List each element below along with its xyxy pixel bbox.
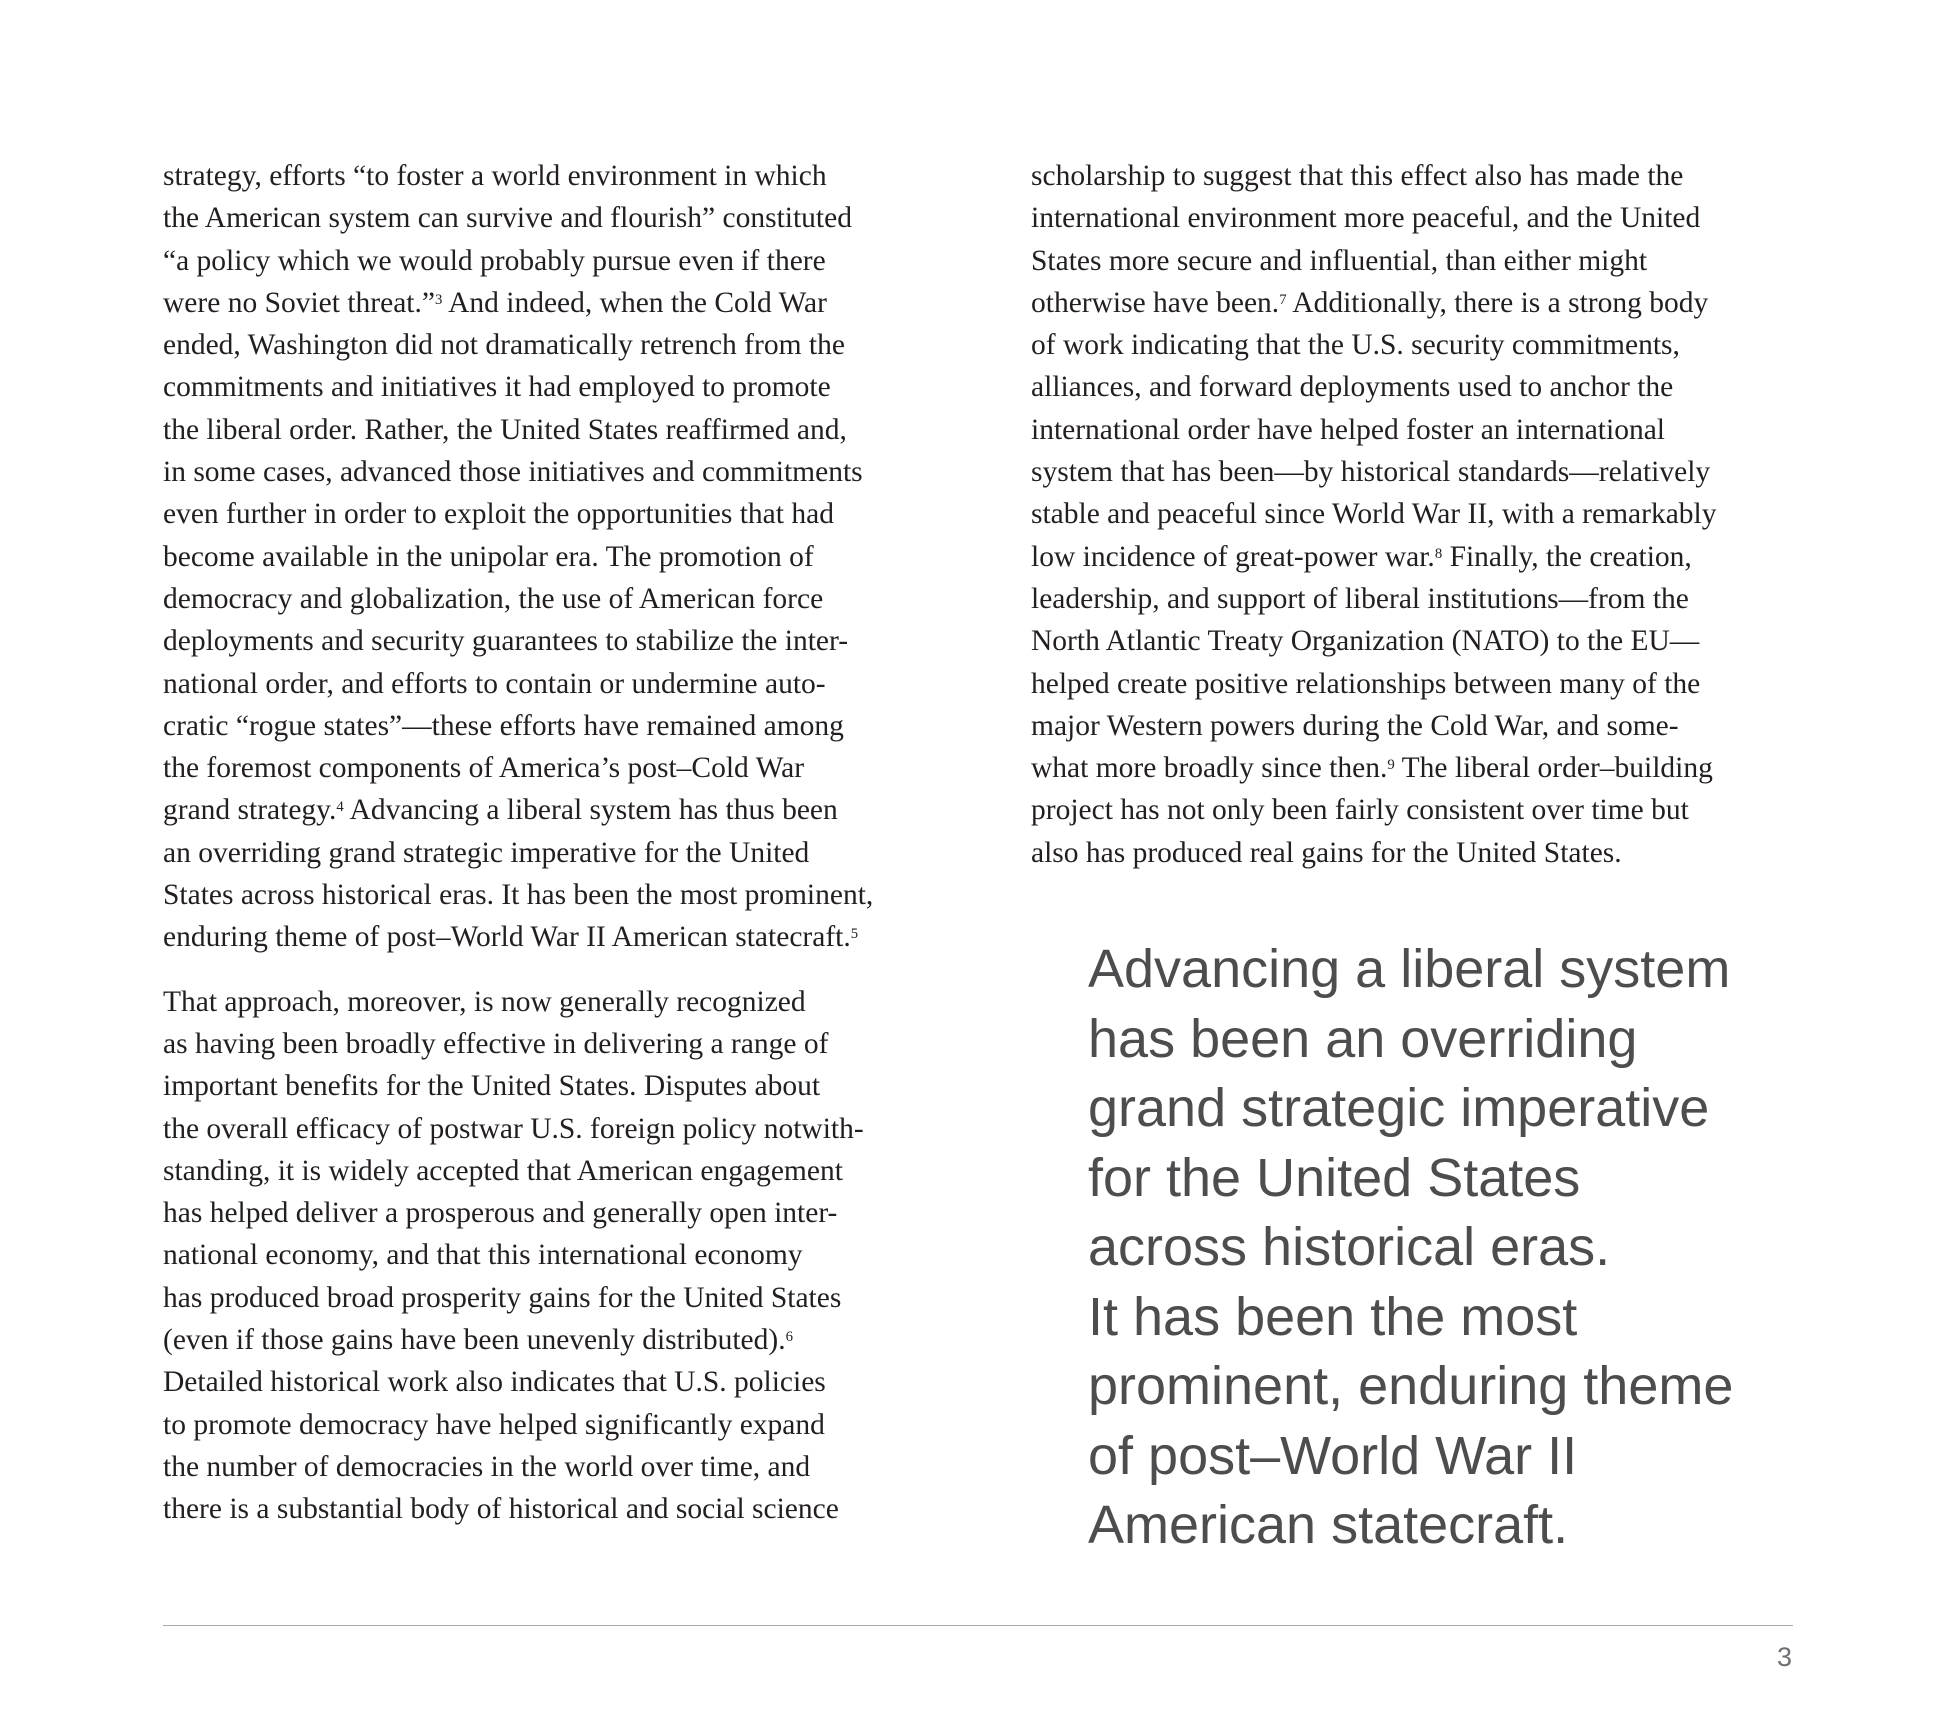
text-line: [1031, 282, 1811, 324]
text-line: Detailed historical work also indicates that U.S. policies: [163, 1366, 826, 1399]
text-run: grand strategy.: [163, 794, 337, 827]
text-line: leadership, and support of liberal institutions—from the: [1031, 582, 1689, 615]
pull-quote-line: It has been the most: [1088, 1286, 1578, 1347]
pull-quote: [1088, 935, 1788, 1561]
text-run: Advancing a liberal system has thus been: [343, 794, 838, 827]
text-line: international environment more peaceful, and the United: [1031, 202, 1701, 235]
text-line: system that has been—by historical standards—relatively: [1031, 456, 1711, 489]
text-line: has produced broad prosperity gains for the United States: [163, 1281, 842, 1314]
text-run: what more broadly since then.: [1031, 752, 1388, 785]
text-line: an overriding grand strategic imperative for the United: [163, 836, 810, 869]
text-line: cratic “rogue states”—these efforts have remained among: [163, 709, 844, 742]
text-line: there is a substantial body of historical and social science: [163, 1493, 839, 1526]
footnote-ref-4[interactable]: 4: [336, 799, 344, 816]
text-run: And indeed, when the Cold War: [442, 286, 827, 319]
text-line: democracy and globalization, the use of American force: [163, 582, 824, 615]
pull-quote-line: prominent, enduring theme: [1088, 1356, 1734, 1416]
footnote-ref-3[interactable]: 3: [434, 291, 443, 308]
footnote-ref-8[interactable]: 8: [1434, 545, 1443, 562]
left-column: [163, 155, 933, 1531]
body-paragraph: [1031, 155, 1811, 874]
text-line: the overall efficacy of postwar U.S. foreign policy notwith-: [163, 1112, 864, 1145]
text-run: otherwise have been.: [1031, 286, 1280, 319]
text-line: [1031, 536, 1811, 578]
text-line: in some cases, advanced those initiatives and commitments: [163, 456, 863, 489]
text-line: has helped deliver a prosperous and generally open inter-: [163, 1197, 838, 1230]
text-line: to promote democracy have helped significantly expand: [163, 1408, 825, 1441]
text-line: project has not only been fairly consistent over time but: [1031, 794, 1689, 827]
pull-quote-line: grand strategic imperative: [1088, 1078, 1710, 1138]
pull-quote-line: of post–World War II: [1088, 1425, 1578, 1486]
text-line: the liberal order. Rather, the United States reaffirmed and,: [163, 413, 847, 446]
text-line: as having been broadly effective in delivering a range of: [163, 1027, 829, 1060]
text-line: [163, 789, 933, 831]
text-run: Finally, the creation,: [1442, 540, 1692, 573]
text-run: (even if those gains have been unevenly distributed).: [163, 1324, 786, 1357]
text-line: commitments and initiatives it had employed to promote: [163, 371, 831, 404]
text-line: [163, 282, 933, 324]
text-line: strategy, efforts “to foster a world environment in which: [163, 160, 827, 192]
pull-quote-line: Advancing a liberal system: [1088, 939, 1731, 999]
text-line: States more secure and influential, than either might: [1031, 244, 1648, 277]
pull-quote-line: across historical eras.: [1088, 1217, 1611, 1277]
text-line: national economy, and that this international economy: [163, 1239, 803, 1272]
body-paragraph: [163, 155, 933, 959]
text-run: enduring theme of post–World War II American statecraft.: [163, 921, 851, 954]
text-run: were no Soviet threat.”: [163, 286, 435, 319]
text-line: alliances, and forward deployments used to anchor the: [1031, 371, 1674, 404]
text-line: also has produced real gains for the United States.: [1031, 836, 1622, 869]
text-line: major Western powers during the Cold War, and some-: [1031, 709, 1679, 742]
text-line: helped create positive relationships between many of the: [1031, 667, 1701, 700]
text-line: deployments and security guarantees to stabilize the inter-: [163, 625, 849, 658]
text-line: [163, 916, 933, 958]
text-line: scholarship to suggest that this effect also has made the: [1031, 160, 1684, 192]
page-number: 3: [1776, 1642, 1792, 1672]
text-run: The liberal order–building: [1394, 752, 1713, 785]
text-line: “a policy which we would probably pursue even if there: [163, 244, 826, 277]
footnote-ref-7[interactable]: 7: [1279, 291, 1287, 308]
footnote-ref-6[interactable]: 6: [785, 1328, 793, 1345]
pull-quote-line: American statecraft.: [1088, 1495, 1569, 1555]
footnote-ref-5[interactable]: 5: [850, 926, 859, 943]
text-line: standing, it is widely accepted that American engagement: [163, 1154, 843, 1187]
text-line: That approach, moreover, is now generally recognized: [163, 985, 806, 1018]
text-line: [1031, 747, 1811, 789]
text-line: stable and peaceful since World War II, with a remarkably: [1031, 498, 1717, 531]
text-line: ended, Washington did not dramatically retrench from the: [163, 329, 845, 362]
footnote-ref-9[interactable]: 9: [1387, 757, 1395, 774]
text-line: national order, and efforts to contain or undermine auto-: [163, 667, 826, 700]
pull-quote-line: for the United States: [1088, 1147, 1581, 1208]
text-line: States across historical eras. It has been the most prominent,: [163, 879, 874, 912]
text-line: of work indicating that the U.S. security commitments,: [1031, 329, 1680, 362]
text-line: become available in the unipolar era. The promotion of: [163, 540, 814, 573]
text-line: the American system can survive and flourish” constituted: [163, 202, 852, 235]
text-line: [163, 1319, 933, 1361]
text-line: the number of democracies in the world over time, and: [163, 1450, 811, 1483]
text-line: North Atlantic Treaty Organization (NATO) to the EU—: [1031, 625, 1700, 658]
right-column: [1031, 155, 1811, 874]
footer-divider: [163, 1625, 1793, 1626]
pull-quote-line: has been an overriding: [1088, 1008, 1638, 1069]
text-line: international order have helped foster an international: [1031, 413, 1665, 446]
text-run: low incidence of great-power war.: [1031, 540, 1435, 573]
body-paragraph: [163, 981, 933, 1531]
text-run: Additionally, there is a strong body: [1286, 286, 1709, 319]
text-line: important benefits for the United States. Disputes about: [163, 1070, 821, 1103]
text-line: the foremost components of America’s post–Cold War: [163, 752, 805, 785]
text-line: even further in order to exploit the opportunities that had: [163, 498, 834, 531]
